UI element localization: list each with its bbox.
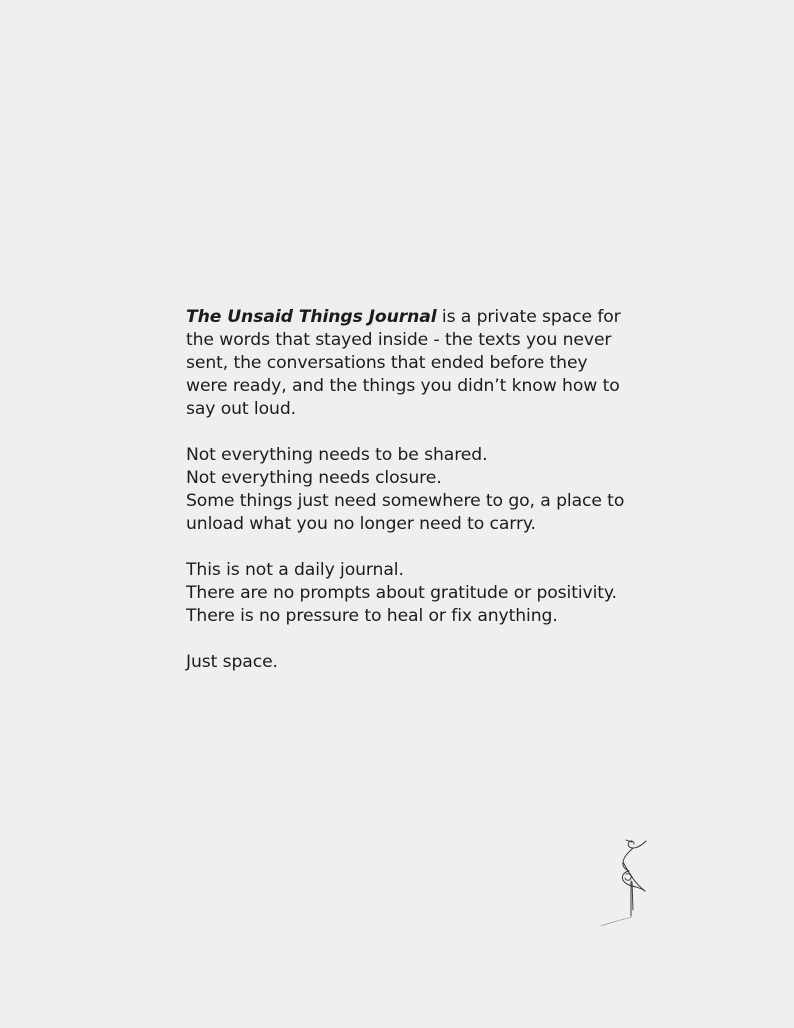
paragraph-3-line-3: There is no pressure to heal or fix anything.: [186, 606, 558, 626]
journal-intro-text: [186, 306, 626, 674]
paragraph-3-line-2: There are no prompts about gratitude or positivity.: [186, 583, 617, 603]
heron-line-art-icon: [596, 836, 656, 930]
paragraph-2-line-3: Some things just need somewhere to go, a place to unload what you no longer need to carry.: [186, 491, 625, 534]
paragraph-3-line-1: This is not a daily journal.: [186, 560, 404, 580]
journal-title: The Unsaid Things Journal: [186, 307, 437, 327]
intro-description: is a private space for the words that stayed inside - the texts you never sent, the conversations that ended before they were ready, and the things you didn’t know how to say out loud.: [186, 307, 621, 419]
paragraph-2-line-1: Not everything needs to be shared.: [186, 445, 488, 465]
closing-line: Just space.: [186, 652, 278, 672]
intro-paragraph: [186, 306, 626, 421]
paragraph-2-line-2: Not everything needs closure.: [186, 468, 442, 488]
